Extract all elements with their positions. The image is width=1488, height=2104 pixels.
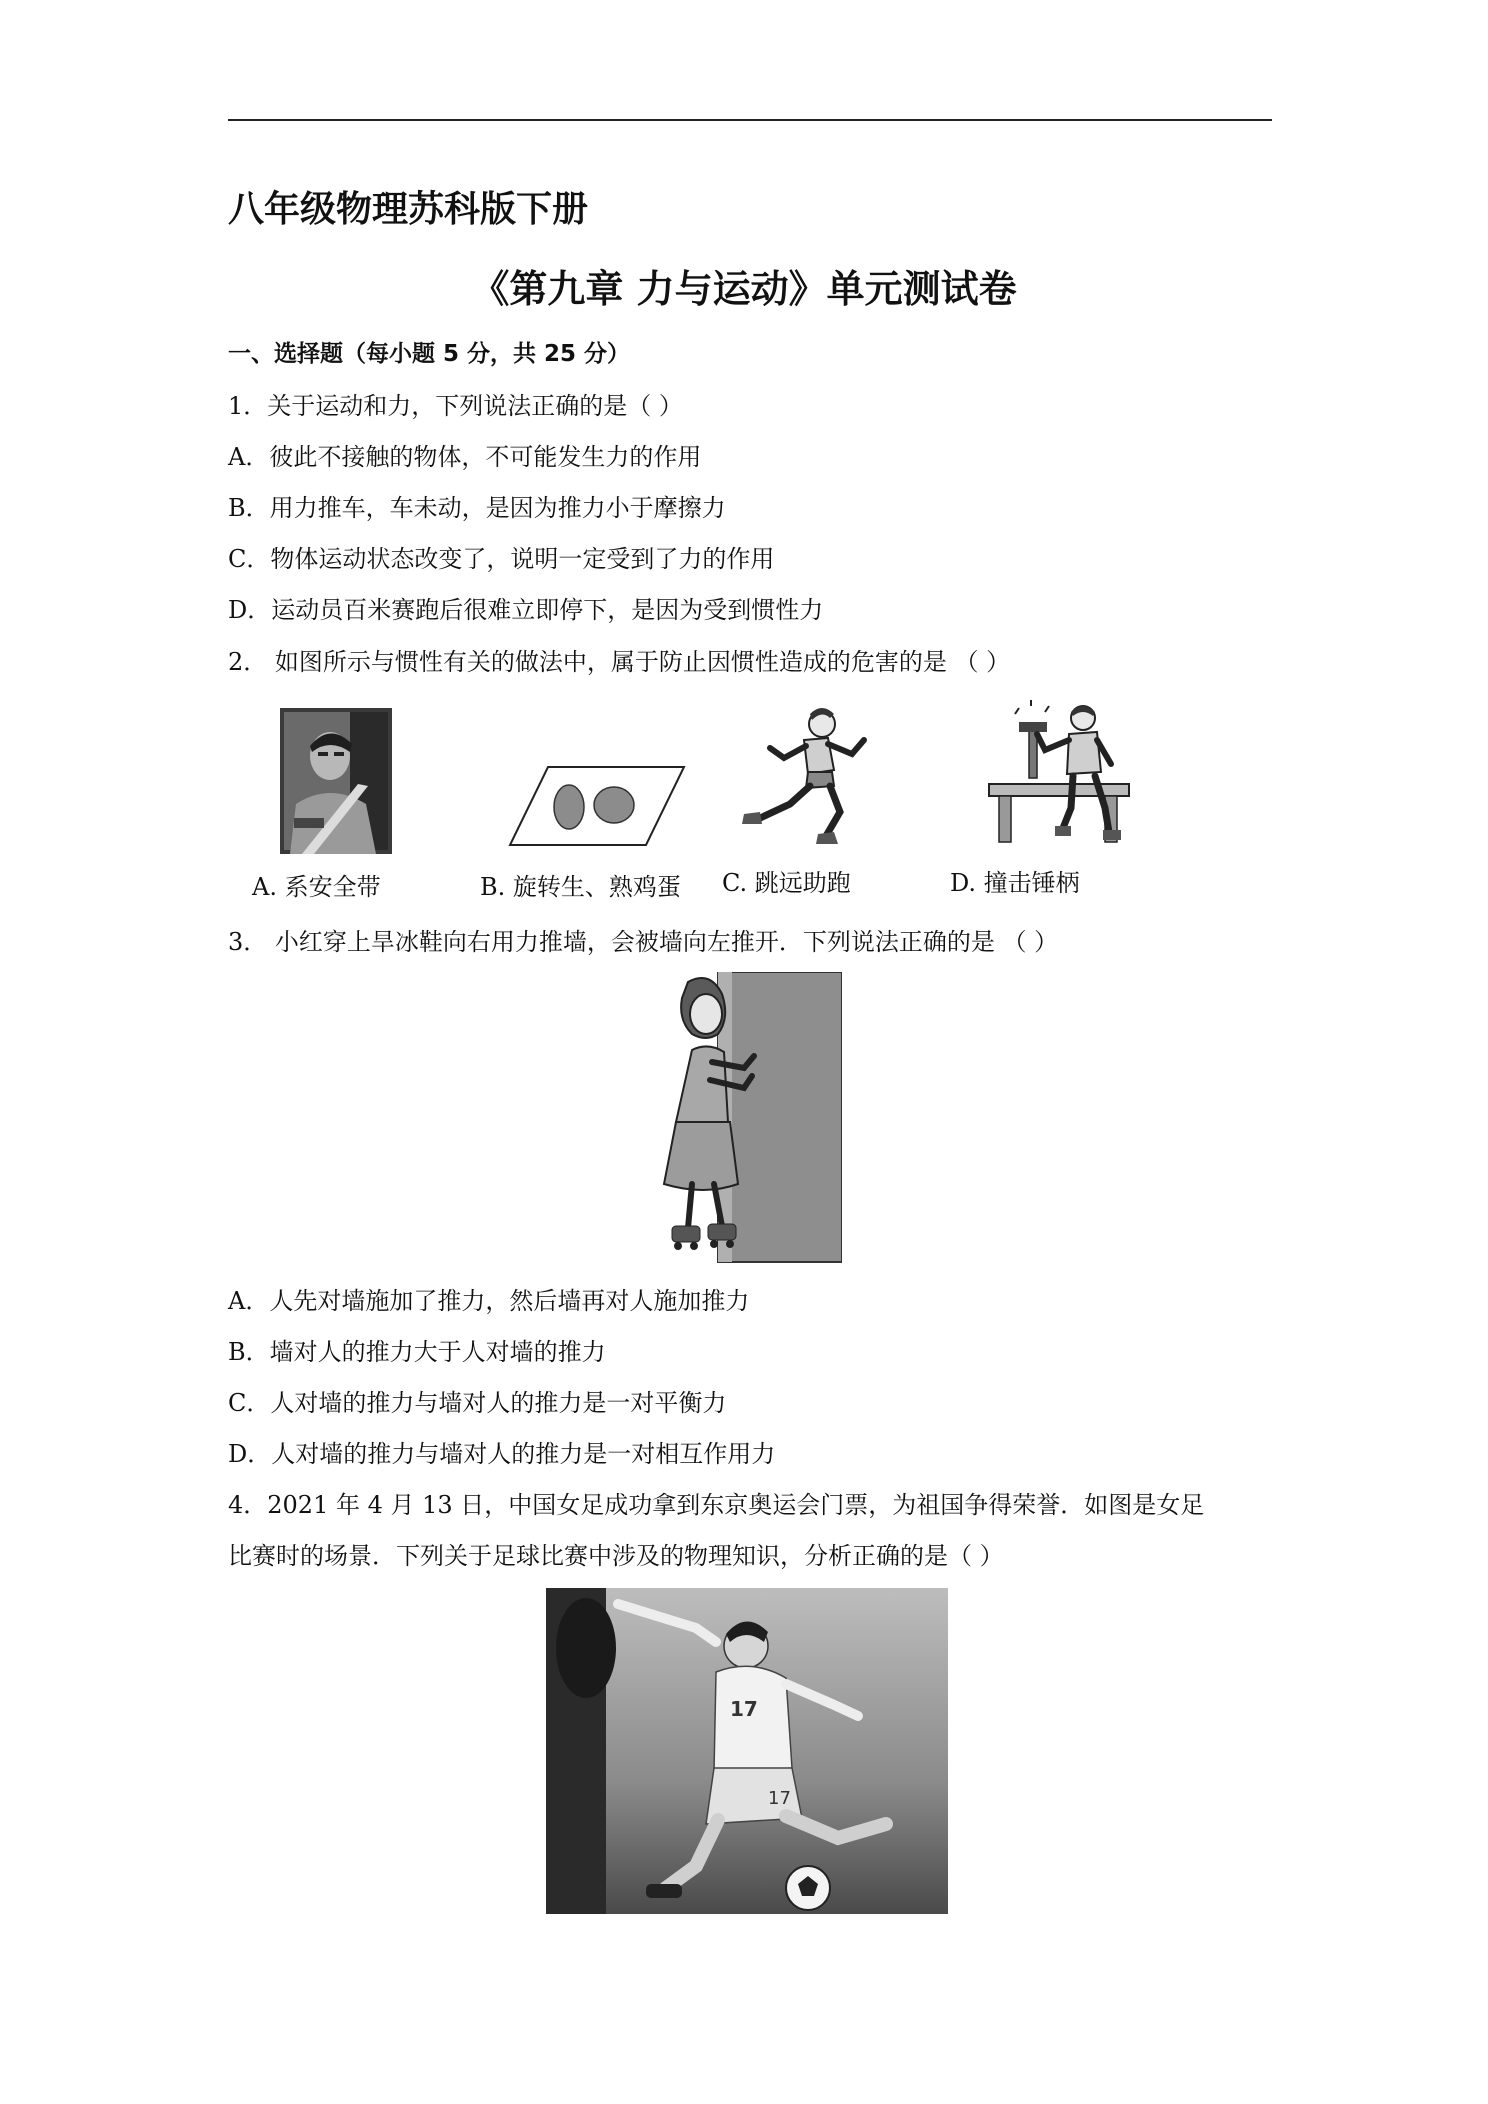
document-subtitle: 《第九章 力与运动》单元测试卷: [471, 267, 1017, 311]
question-1-stem: 1．关于运动和力，下列说法正确的是（ ）: [228, 392, 683, 420]
section-heading: 一、选择题（每小题 5 分，共 25 分）: [228, 341, 631, 367]
header-rule: [228, 119, 1272, 121]
figure-b-caption: B. 旋转生、熟鸡蛋: [480, 873, 681, 901]
soccer-player-photo: [546, 1588, 948, 1914]
spinning-eggs-figure: [508, 765, 686, 847]
figure-d-caption: D. 撞击锤柄: [950, 869, 1080, 897]
question-3-option-d: D．人对墙的推力与墙对人的推力是一对相互作用力: [228, 1440, 776, 1468]
question-3-option-c: C．人对墙的推力与墙对人的推力是一对平衡力: [228, 1389, 727, 1417]
question-2-stem: 2． 如图所示与惯性有关的做法中，属于防止因惯性造成的危害的是 （ ）: [228, 648, 1011, 676]
jersey-number-shorts: 17: [768, 1788, 791, 1809]
document-title: 八年级物理苏科版下册: [228, 189, 589, 230]
jersey-number-chest: 17: [730, 1697, 758, 1721]
question-3-option-b: B．墙对人的推力大于人对墙的推力: [228, 1338, 606, 1366]
question-4-stem-line-1: 4．2021 年 4 月 13 日，中国女足成功拿到东京奥运会门票，为祖国争得荣誉．如图是女足: [228, 1491, 1205, 1519]
question-1-option-b: B．用力推车，车未动，是因为推力小于摩擦力: [228, 494, 726, 522]
question-3-option-a: A．人先对墙施加了推力，然后墙再对人施加推力: [228, 1287, 750, 1315]
question-3-stem: 3． 小红穿上旱冰鞋向右用力推墙，会被墙向左推开．下列说法正确的是 （ ）: [228, 928, 1059, 956]
question-1-option-d: D．运动员百米赛跑后很难立即停下，是因为受到惯性力: [228, 596, 824, 624]
question-4-stem-line-2: 比赛时的场景．下列关于足球比赛中涉及的物理知识，分析正确的是（ ）: [228, 1542, 1004, 1570]
figure-a-caption: A. 系安全带: [252, 873, 381, 901]
running-athlete-figure: [730, 700, 880, 850]
seatbelt-photo: [280, 708, 392, 854]
question-1-option-c: C．物体运动状态改变了，说明一定受到了力的作用: [228, 545, 775, 573]
figure-c-caption: C. 跳远助跑: [722, 869, 851, 897]
hammer-bench-figure: [985, 698, 1135, 850]
girl-pushing-wall-figure: [648, 972, 842, 1264]
question-1-option-a: A．彼此不接触的物体，不可能发生力的作用: [228, 443, 702, 471]
